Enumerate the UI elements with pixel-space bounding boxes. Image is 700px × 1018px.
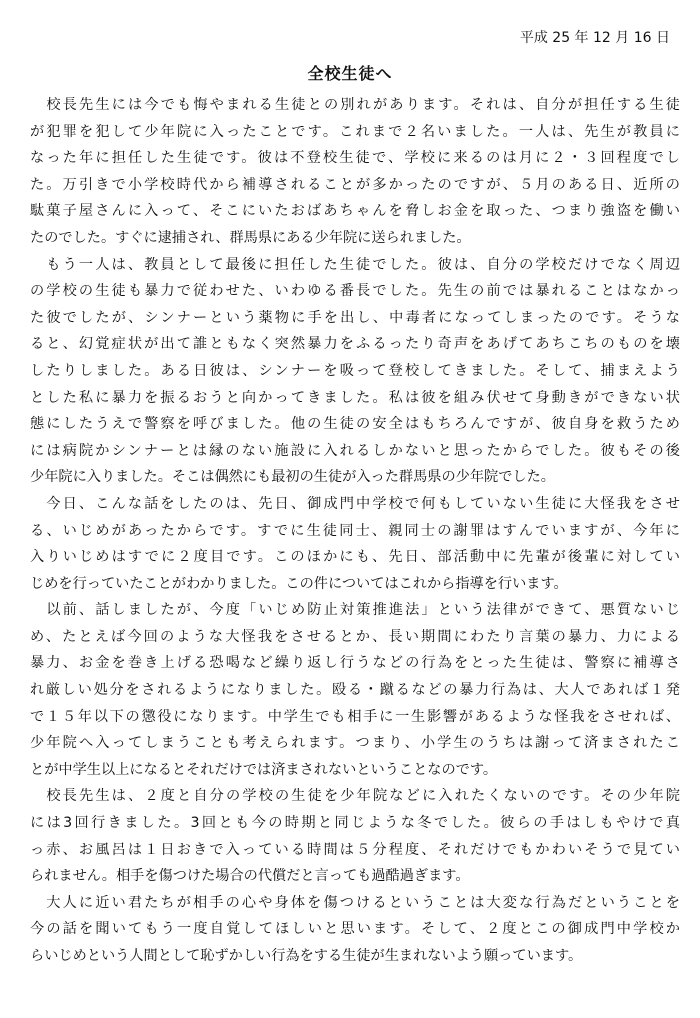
letter-body — [30, 92, 680, 970]
text-line: 校長先生は、２度と自分の学校の生徒を少年院などに入れたくないのです。その少年院 — [30, 788, 680, 805]
text-line: 大人に近い君たちが相手の心や身体を傷つけるということは大変な行為だということを — [30, 894, 680, 911]
text-line: 態にしたうえで警察を呼びました。他の生徒の安全はもちろんですが、彼自身を救うため — [30, 416, 680, 433]
text-line: もう一人は、教員として最後に担任した生徒でした。彼は、自分の学校だけでなく周辺 — [30, 256, 680, 273]
text-line: 駄菓子屋さんに入って、そこにいたおばあちゃんを脅しお金を取った、つまり強盗を働い — [30, 203, 680, 220]
letter-date: 平成 25 年 12 月 16 日 — [519, 30, 670, 46]
text-line: た彼でしたが、シンナーという薬物に手を出し、中毒者になってしまったのです。そうな — [30, 309, 680, 326]
text-line: とが中学生以上になるとそれだけでは済まされないということなのです。 — [30, 761, 498, 778]
text-line: っ赤、お風呂は１日おきで入っている時間は５分程度、それだけでもかわいそうで見てい — [30, 841, 680, 858]
letter-title: 全校生徒へ — [307, 64, 393, 83]
text-line: が犯罪を犯して少年院に入ったことです。これまで２名いました。一人は、先生が教員に — [30, 123, 680, 140]
text-line: る、いじめがあったからです。すでに生徒同士、親同士の謝罪はすんでいますが、今年に — [30, 522, 680, 539]
text-line: 以前、話しましたが、今度「いじめ防止対策推進法」という法律ができて、悪質ないじ — [30, 602, 680, 619]
text-line: じめを行っていたことがわかりました。この件についてはこれから指導を行います。 — [30, 575, 568, 592]
text-line: ると、幻覚症状が出て誰ともなく突然暴力をふるったり奇声をあげてあちこちのものを壊 — [30, 336, 680, 353]
text-line: なった年に担任した生徒です。彼は不登校生徒で、学校に来るのは月に２・３回程度でし — [30, 150, 680, 167]
text-line: には病院かシンナーとは縁のない施設に入れるしかないと思ったからでした。彼もその後 — [30, 442, 680, 459]
text-line: 暴力、お金を巻き上げる恐喝など繰り返し行うなどの行為をとった生徒は、警察に補導さ — [30, 655, 680, 672]
text-line: とした私に暴力を振るおうと向かってきました。私は彼を組み伏せて身動きができない状 — [30, 389, 680, 406]
text-line: 入りいじめはすでに２度目です。このほかにも、先日、部活動中に先輩が後輩に対してい — [30, 549, 680, 566]
text-line: られません。相手を傷つけた場合の代償だと言っても過酷過ぎます。 — [30, 868, 470, 885]
text-line: 今の話を聞いてもう一度自覚してほしいと思います。そして、２度とこの御成門中学校か — [30, 921, 680, 938]
text-line: らいじめという人間として恥ずかしい行為をする生徒が生まれないよう願っています。 — [30, 948, 583, 964]
text-line: の学校の生徒も暴力で従わせた、いわゆる番長でした。先生の前では暴れることはなかっ — [30, 283, 680, 300]
text-line: 今日、こんな話をしたのは、先日、御成門中学校で何もしていない生徒に大怪我をさせ — [30, 495, 680, 512]
text-line: 少年院へ入ってしまうことも考えられます。つまり、小学生のうちは謝って済まされたこ — [30, 735, 680, 752]
text-line: 校長先生には今でも悔やまれる生徒との別れがあります。それは、自分が担任する生徒 — [30, 97, 680, 113]
text-line: れ厳しい処分をされるようになりました。殴る・蹴るなどの暴力行為は、大人であれば１発 — [30, 682, 680, 699]
text-line: には3回行きました。3回とも今の時期と同じような冬でした。彼らの手はしもやけで真 — [30, 815, 680, 832]
text-line: 少年院に入りました。そこは偶然にも最初の生徒が入った群馬県の少年院でした。 — [30, 469, 555, 486]
text-line: たのでした。すぐに逮捕され、群馬県にある少年院に送られました。 — [30, 229, 471, 246]
text-line: め、たとえば今回のような大怪我をさせるとか、長い期間にわたり言葉の暴力、力による — [30, 628, 680, 645]
text-line: で１５年以下の懲役になります。中学生でも相手に一生影響があるような怪我をさせれば、 — [30, 708, 680, 725]
text-line: したりしました。ある日彼は、シンナーを吸って登校してきました。そして、捕まえよう — [30, 362, 680, 379]
text-line: た。万引きで小学校時代から補導されることが多かったのですが、５月のある日、近所の — [30, 176, 680, 193]
